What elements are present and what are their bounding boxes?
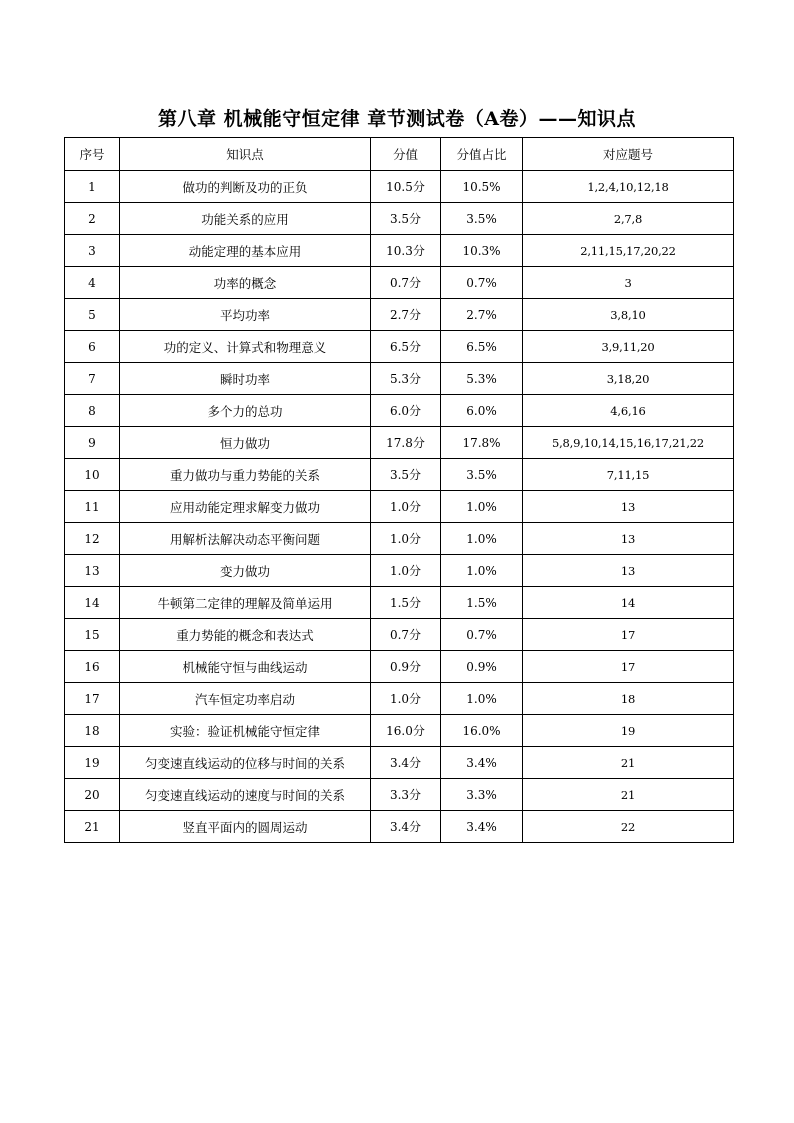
cell-knowledge-point: 平均功率: [120, 299, 371, 331]
cell-knowledge-point: 用解析法解决动态平衡问题: [120, 523, 371, 555]
cell-question-numbers: 1,2,4,10,12,18: [523, 171, 734, 203]
cell-index: 8: [65, 395, 120, 427]
cell-score-ratio: 1.5%: [441, 587, 523, 619]
cell-question-numbers: 21: [523, 779, 734, 811]
cell-index: 9: [65, 427, 120, 459]
table-row: [65, 683, 734, 715]
table-row: [65, 523, 734, 555]
header-score-ratio: 分值占比: [441, 138, 523, 171]
table-row: [65, 427, 734, 459]
cell-score: 3.3分: [371, 779, 441, 811]
cell-question-numbers: 19: [523, 715, 734, 747]
cell-knowledge-point: 实验：验证机械能守恒定律: [120, 715, 371, 747]
cell-knowledge-point: 功的定义、计算式和物理意义: [120, 331, 371, 363]
cell-score: 10.3分: [371, 235, 441, 267]
cell-score: 0.7分: [371, 619, 441, 651]
cell-knowledge-point: 变力做功: [120, 555, 371, 587]
cell-score-ratio: 3.4%: [441, 811, 523, 843]
cell-question-numbers: 3,18,20: [523, 363, 734, 395]
cell-question-numbers: 14: [523, 587, 734, 619]
header-question-numbers: 对应题号: [523, 138, 734, 171]
table-row: [65, 203, 734, 235]
cell-question-numbers: 7,11,15: [523, 459, 734, 491]
cell-score-ratio: 6.0%: [441, 395, 523, 427]
cell-knowledge-point: 匀变速直线运动的速度与时间的关系: [120, 779, 371, 811]
cell-score: 5.3分: [371, 363, 441, 395]
table-row: [65, 331, 734, 363]
table-row: [65, 235, 734, 267]
cell-knowledge-point: 动能定理的基本应用: [120, 235, 371, 267]
table-row: [65, 299, 734, 331]
cell-question-numbers: 17: [523, 619, 734, 651]
cell-index: 20: [65, 779, 120, 811]
cell-score: 2.7分: [371, 299, 441, 331]
cell-question-numbers: 3: [523, 267, 734, 299]
cell-index: 13: [65, 555, 120, 587]
table-row: [65, 651, 734, 683]
cell-score: 3.5分: [371, 459, 441, 491]
cell-knowledge-point: 重力做功与重力势能的关系: [120, 459, 371, 491]
cell-score-ratio: 0.7%: [441, 267, 523, 299]
cell-index: 11: [65, 491, 120, 523]
cell-score: 1.0分: [371, 683, 441, 715]
cell-knowledge-point: 功能关系的应用: [120, 203, 371, 235]
cell-knowledge-point: 功率的概念: [120, 267, 371, 299]
knowledge-point-table: [64, 137, 734, 843]
cell-question-numbers: 2,7,8: [523, 203, 734, 235]
cell-score-ratio: 10.3%: [441, 235, 523, 267]
table-row: [65, 811, 734, 843]
table-row: [65, 395, 734, 427]
cell-index: 6: [65, 331, 120, 363]
cell-knowledge-point: 汽车恒定功率启动: [120, 683, 371, 715]
cell-score-ratio: 6.5%: [441, 331, 523, 363]
cell-score: 16.0分: [371, 715, 441, 747]
cell-score-ratio: 1.0%: [441, 491, 523, 523]
cell-index: 21: [65, 811, 120, 843]
table-row: [65, 779, 734, 811]
cell-index: 14: [65, 587, 120, 619]
cell-score: 3.5分: [371, 203, 441, 235]
cell-knowledge-point: 竖直平面内的圆周运动: [120, 811, 371, 843]
table-row: [65, 587, 734, 619]
table-row: [65, 747, 734, 779]
cell-index: 17: [65, 683, 120, 715]
cell-index: 7: [65, 363, 120, 395]
header-index: 序号: [65, 138, 120, 171]
cell-question-numbers: 21: [523, 747, 734, 779]
cell-question-numbers: 13: [523, 491, 734, 523]
cell-score: 3.4分: [371, 747, 441, 779]
cell-knowledge-point: 瞬时功率: [120, 363, 371, 395]
table-row: [65, 363, 734, 395]
cell-index: 18: [65, 715, 120, 747]
cell-score-ratio: 1.0%: [441, 523, 523, 555]
cell-score: 1.0分: [371, 491, 441, 523]
cell-question-numbers: 4,6,16: [523, 395, 734, 427]
cell-score-ratio: 0.9%: [441, 651, 523, 683]
cell-question-numbers: 18: [523, 683, 734, 715]
cell-knowledge-point: 牛顿第二定律的理解及简单运用: [120, 587, 371, 619]
cell-index: 2: [65, 203, 120, 235]
cell-question-numbers: 3,8,10: [523, 299, 734, 331]
cell-knowledge-point: 做功的判断及功的正负: [120, 171, 371, 203]
cell-score: 0.7分: [371, 267, 441, 299]
cell-score-ratio: 5.3%: [441, 363, 523, 395]
cell-index: 16: [65, 651, 120, 683]
cell-knowledge-point: 机械能守恒与曲线运动: [120, 651, 371, 683]
cell-index: 12: [65, 523, 120, 555]
cell-question-numbers: 2,11,15,17,20,22: [523, 235, 734, 267]
cell-index: 3: [65, 235, 120, 267]
cell-score-ratio: 3.5%: [441, 459, 523, 491]
cell-index: 10: [65, 459, 120, 491]
table-row: [65, 715, 734, 747]
cell-score: 6.0分: [371, 395, 441, 427]
cell-score-ratio: 2.7%: [441, 299, 523, 331]
cell-question-numbers: 3,9,11,20: [523, 331, 734, 363]
table-row: [65, 267, 734, 299]
cell-question-numbers: 22: [523, 811, 734, 843]
table-header-row: [65, 138, 734, 171]
cell-score: 6.5分: [371, 331, 441, 363]
cell-score: 1.5分: [371, 587, 441, 619]
cell-index: 19: [65, 747, 120, 779]
cell-score: 0.9分: [371, 651, 441, 683]
cell-knowledge-point: 多个力的总功: [120, 395, 371, 427]
table-row: [65, 555, 734, 587]
table-row: [65, 459, 734, 491]
header-score: 分值: [371, 138, 441, 171]
cell-index: 5: [65, 299, 120, 331]
cell-knowledge-point: 重力势能的概念和表达式: [120, 619, 371, 651]
cell-score: 1.0分: [371, 523, 441, 555]
cell-knowledge-point: 应用动能定理求解变力做功: [120, 491, 371, 523]
cell-question-numbers: 13: [523, 523, 734, 555]
cell-score: 3.4分: [371, 811, 441, 843]
cell-knowledge-point: 匀变速直线运动的位移与时间的关系: [120, 747, 371, 779]
cell-score-ratio: 3.5%: [441, 203, 523, 235]
cell-score-ratio: 1.0%: [441, 683, 523, 715]
cell-score-ratio: 1.0%: [441, 555, 523, 587]
cell-question-numbers: 17: [523, 651, 734, 683]
header-knowledge-point: 知识点: [120, 138, 371, 171]
table-row: [65, 171, 734, 203]
cell-score-ratio: 16.0%: [441, 715, 523, 747]
cell-index: 4: [65, 267, 120, 299]
cell-index: 1: [65, 171, 120, 203]
cell-question-numbers: 13: [523, 555, 734, 587]
cell-score: 1.0分: [371, 555, 441, 587]
cell-score: 17.8分: [371, 427, 441, 459]
cell-score-ratio: 10.5%: [441, 171, 523, 203]
cell-score-ratio: 3.3%: [441, 779, 523, 811]
table-row: [65, 619, 734, 651]
cell-score-ratio: 0.7%: [441, 619, 523, 651]
page-title: 第八章 机械能守恒定律 章节测试卷（A卷）——知识点: [158, 108, 636, 130]
cell-score-ratio: 17.8%: [441, 427, 523, 459]
table-row: [65, 491, 734, 523]
cell-score-ratio: 3.4%: [441, 747, 523, 779]
cell-knowledge-point: 恒力做功: [120, 427, 371, 459]
cell-score: 10.5分: [371, 171, 441, 203]
cell-question-numbers: 5,8,9,10,14,15,16,17,21,22: [523, 427, 734, 459]
table-body: [65, 171, 734, 843]
cell-index: 15: [65, 619, 120, 651]
